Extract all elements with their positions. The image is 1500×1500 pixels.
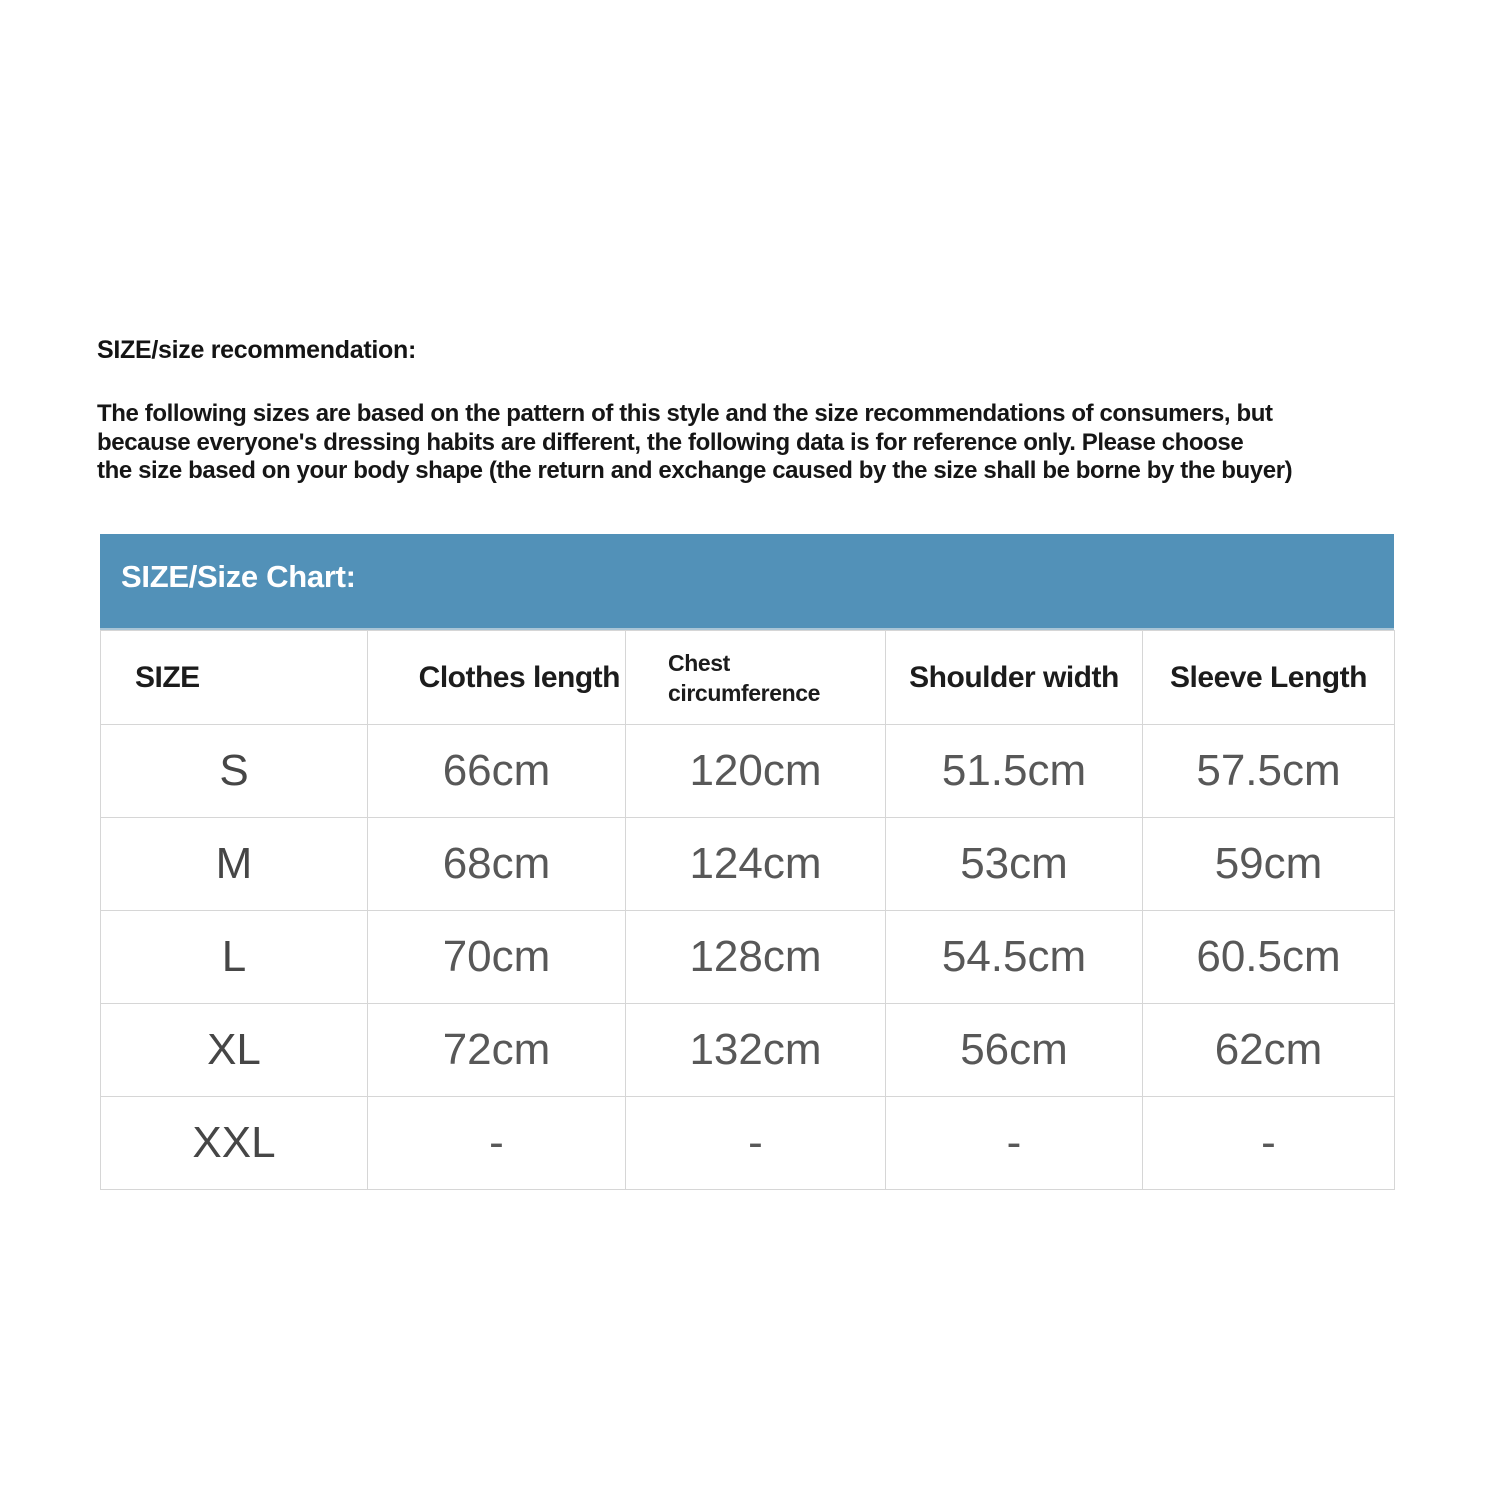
column-header-sleeve-length: Sleeve Length [1143,631,1395,725]
column-header-clothes-length: Clothes length [368,631,626,725]
size-chart-table [100,630,1395,1190]
table-row-l [101,911,1395,1004]
shoulder-cell: 51.5cm [886,725,1143,818]
clothes-length-cell: 68cm [368,818,626,911]
chest-cell: - [626,1097,886,1190]
clothes-length-cell: 70cm [368,911,626,1004]
sleeve-cell: 62cm [1143,1004,1395,1097]
size-chart-title: SIZE/Size Chart: [121,559,356,594]
sleeve-cell: 57.5cm [1143,725,1395,818]
shoulder-cell: 53cm [886,818,1143,911]
shoulder-cell: 56cm [886,1004,1143,1097]
table-row-xl [101,1004,1395,1097]
paragraph-line: the size based on your body shape (the return and exchange caused by the size shall be borne by the buyer) [97,457,1293,484]
shoulder-cell: 54.5cm [886,911,1143,1004]
size-label-cell: S [101,725,368,818]
sleeve-cell: 59cm [1143,818,1395,911]
size-label-cell: L [101,911,368,1004]
column-header-chest-circumference [626,631,886,725]
size-label-cell: XL [101,1004,368,1097]
paragraph-line: The following sizes are based on the pattern of this style and the size recommendations of consumers, but [97,400,1273,427]
clothes-length-cell: 66cm [368,725,626,818]
chest-header-text: Chest circumference [668,649,821,706]
size-chart-title-bar [100,534,1394,630]
column-header-size: SIZE [101,631,368,725]
chest-cell: 124cm [626,818,886,911]
size-label-cell: XXL [101,1097,368,1190]
clothes-length-cell: 72cm [368,1004,626,1097]
column-header-shoulder-width: Shoulder width [886,631,1143,725]
chest-cell: 128cm [626,911,886,1004]
clothes-length-cell: - [368,1097,626,1190]
table-row-m [101,818,1395,911]
chest-cell: 120cm [626,725,886,818]
sleeve-cell: 60.5cm [1143,911,1395,1004]
recommendation-paragraph [97,400,1292,486]
size-label-cell: M [101,818,368,911]
table-header-row [101,631,1395,725]
table-row-xxl [101,1097,1395,1190]
paragraph-line: because everyone's dressing habits are different, the following data is for reference only. Please choose [97,428,1244,456]
chest-cell: 132cm [626,1004,886,1097]
table-row-s [101,725,1395,818]
shoulder-cell: - [886,1097,1143,1190]
recommendation-heading: SIZE/size recommendation: [97,336,416,364]
sleeve-cell: - [1143,1097,1395,1190]
